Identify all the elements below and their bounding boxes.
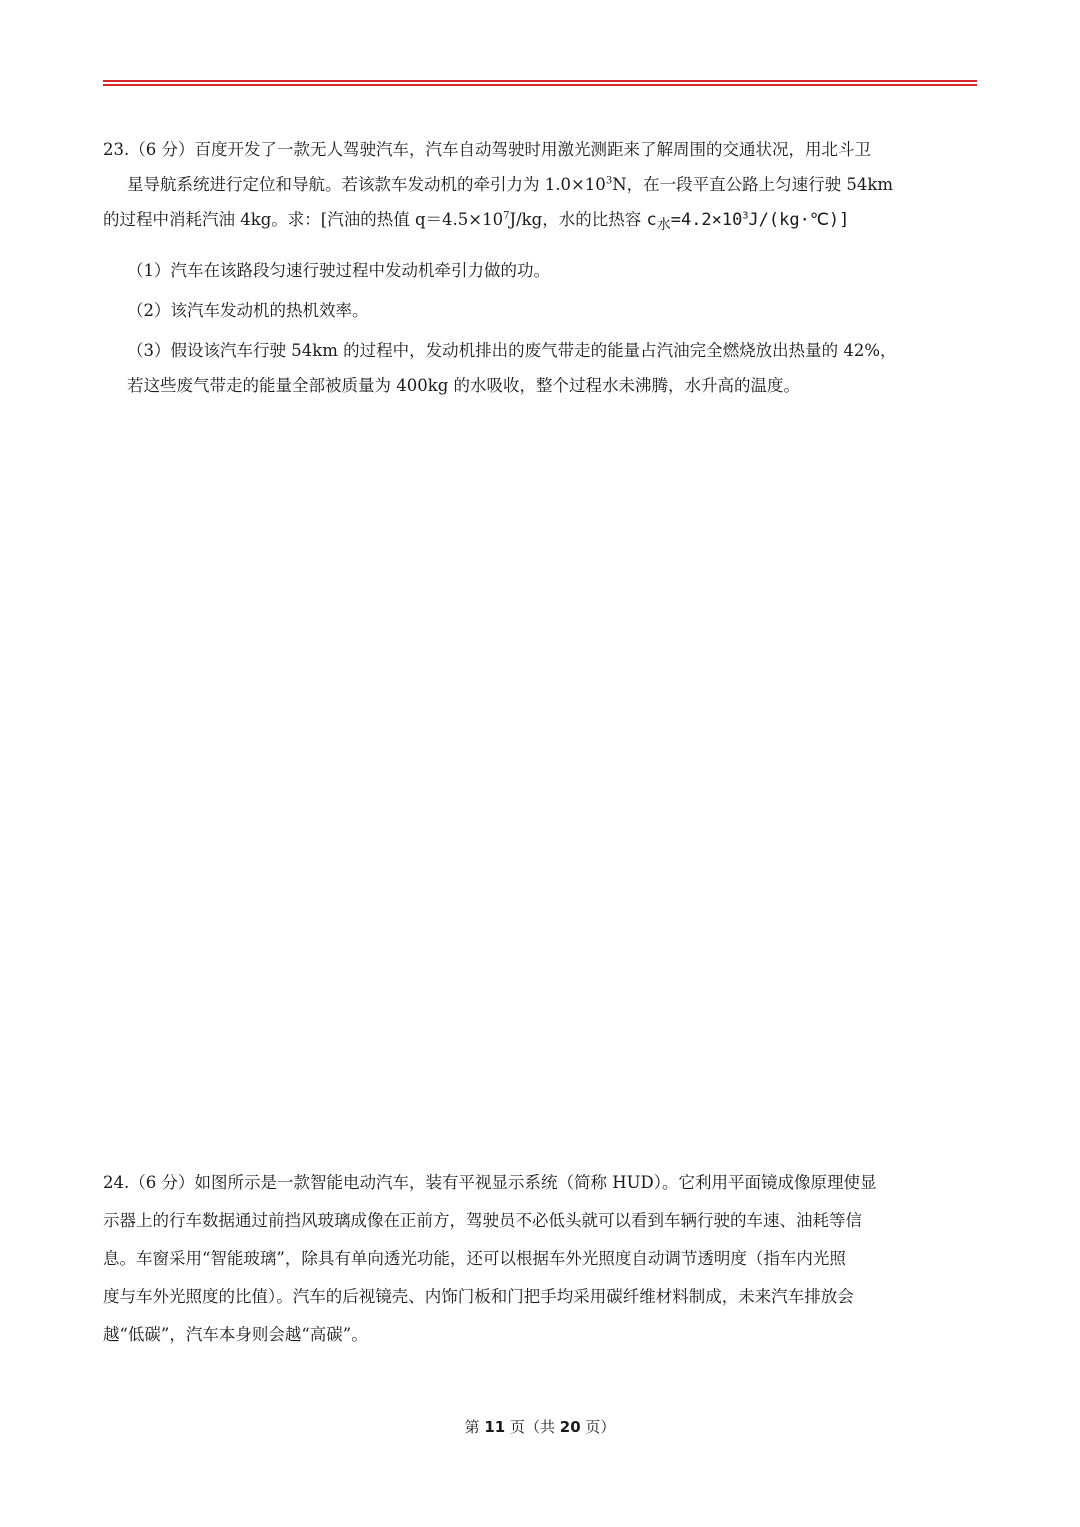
q23-part-1: （1）汽车在该路段匀速行驶过程中发动机牵引力做的功。 <box>127 261 550 280</box>
q23-stem-line-1: 23.（6 分）百度开发了一款无人驾驶汽车，汽车自动驾驶时用激光测距来了解周围的交通状况，用北斗卫 <box>103 140 871 159</box>
q24-line-1: 24.（6 分）如图所示是一款智能电动汽车，装有平视显示系统（简称 HUD）。它利用平面镜成像原理使显 <box>103 1173 877 1192</box>
q24-line-3: 息。车窗采用“智能玻璃”，除具有单向透光功能，还可以根据车外光照度自动调节透明度（指车内光照 <box>103 1249 846 1268</box>
q23-stem-line-3: 的过程中消耗汽油 4kg。求：[汽油的热值 $q=4.5\times 10^7J/kg$，水的比热容 $c_水=4.2\times 10^3J/(kg\cdot℃)$] <box>103 210 850 233</box>
q24-line-5: 越“低碳”，汽车本身则会越“高碳”。 <box>103 1325 368 1344</box>
q23-part-3: （3）假设该汽车行驶 54km 的过程中，发动机排出的废气带走的能量占汽油完全燃烧放出热量的 42%， <box>127 341 897 360</box>
specific-heat-formula: $c_水=4.2\times 10^3J/(kg\cdot℃)$] <box>646 210 850 233</box>
q23-stem-line-2: 星导航系统进行定位和导航。若该款车发动机的牵引力为 $1.0\times 10^3N$，在一段平直公路上匀速行驶 54km <box>127 175 894 194</box>
total-pages: 20 <box>559 1418 581 1436</box>
question-24 <box>103 1164 977 1354</box>
header-rule-bottom <box>103 84 977 86</box>
q23-part-3-cont: 若这些废气带走的能量全部被质量为 400kg 的水吸收，整个过程水未沸腾，水升高的温度。 <box>127 376 801 395</box>
question-23 <box>103 132 977 403</box>
page-footer: 第 11 页（共 20 页） <box>464 1418 616 1436</box>
q24-line-4: 度与车外光照度的比值）。汽车的后视镜壳、内饰门板和门把手均采用碳纤维材料制成，未来汽车排放会 <box>103 1287 854 1306</box>
current-page: 11 <box>484 1418 506 1436</box>
q23-part-2: （2）该汽车发动机的热机效率。 <box>127 301 369 320</box>
header-rule-top <box>103 80 977 82</box>
q24-line-2: 示器上的行车数据通过前挡风玻璃成像在正前方，驾驶员不必低头就可以看到车辆行驶的车速、油耗等信 <box>103 1211 862 1230</box>
